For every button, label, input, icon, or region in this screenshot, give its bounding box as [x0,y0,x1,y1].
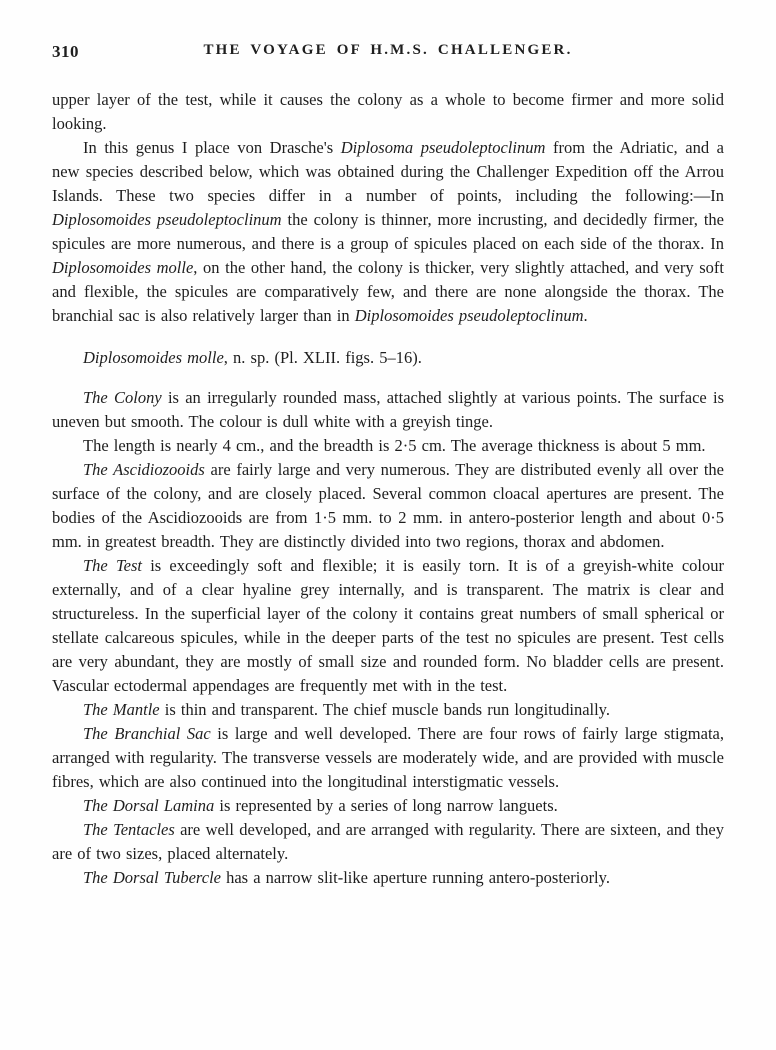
text-run: are well developed, and are arranged with regularity. There are sixteen, and they are of two sizes, placed alternately. [52,820,724,863]
text-run: . [583,306,588,325]
italic-text-run: The Ascidiozooids [83,460,205,479]
italic-text-run: The Dorsal Lamina [83,796,215,815]
text-run: is large and well developed. There are four rows of fairly large stigmata, arranged with regularity. The transverse vessels are moderately wide, and are provided with muscle fibres, which are also continued into the longitudinal interstigmatic vessels. [52,724,724,791]
italic-text-run: The Colony [83,388,162,407]
paragraph [52,386,724,434]
italic-text-run: Diplosomoides molle [52,258,194,277]
text-run: The length is nearly 4 cm., and the breadth is 2·5 cm. The average thickness is about 5 mm. [83,436,706,455]
italic-text-run: Diplosomoides pseudoleptoclinum [52,210,282,229]
italic-text-run: Diplosomoides pseudoleptoclinum [354,306,584,325]
page-body [52,88,724,890]
text-run: upper layer of the test, while it causes the colony as a whole to become firmer and more solid looking. [52,90,724,133]
text-run: is an irregularly rounded mass, attached slightly at various points. The surface is uneven but smooth. The colour is dull white with a greyish tinge. [52,388,724,431]
text-run: has a narrow slit-like aperture running antero-posteriorly. [220,868,610,887]
text-run: , on the other hand, the colony is thicker, very slightly attached, and very soft and flexible, the spicules are comparatively few, and there are none alongside the thorax. The branchial sac is also relatively larger than in [52,258,724,325]
text-run: is thin and transparent. The chief muscle bands run longitudinally. [159,700,610,719]
species-heading [52,346,724,370]
paragraph [52,434,724,458]
text-run: are fairly large and very numerous. They are distributed evenly all over the surface of the colony, and are closely placed. Several common cloacal apertures are present. The bodies of the Ascidiozooids are from 1·5 mm. to 2 mm. in antero-posterior length and about 0·5 mm. in greatest breadth. They are distinctly divided into two regions, thorax and abdomen. [52,460,724,551]
text-run: In this genus I place von Drasche's [83,138,341,157]
italic-text-run: The Branchial Sac [83,724,211,743]
running-title: THE VOYAGE OF H.M.S. CHALLENGER. [203,42,573,58]
paragraph [52,794,724,818]
page-number: 310 [52,42,79,61]
text-run: the colony is thinner, more incrusting, and decidedly firmer, the spicules are more numerous, and there is a group of spicules placed on each side of the thorax. In [52,210,724,253]
italic-text-run: The Dorsal Tubercle [83,868,221,887]
text-run: is exceedingly soft and flexible; it is easily torn. It is of a greyish-white colour externally, and of a clear hyaline grey internally, and is transparent. The matrix is clear and structureless. In the superficial layer of the colony it contains great numbers of small spherical or stellate calcareous spicules, while in the deeper parts of the test no spicules are present. Test cells are very abundant, they are mostly of small size and rounded form. No bladder cells are present. Vascular ectodermal appendages are frequently met with in the test. [52,556,724,695]
italic-text-run: Diplosoma pseudoleptoclinum [340,138,546,157]
italic-text-run: The Tentacles [83,820,175,839]
italic-text-run: The Mantle [83,700,160,719]
paragraph [52,88,724,136]
paragraph [52,722,724,794]
paragraph [52,458,724,554]
italic-text-run: Diplosomoides molle [83,348,224,367]
paragraph [52,698,724,722]
text-run: is represented by a series of long narrow languets. [214,796,558,815]
text-run: from the Adriatic, and a new species described below, which was obtained during the Challenger Expedition off the Arrou Islands. These two species differ in a number of points, including the following:—In [52,138,725,205]
page-header [52,42,724,64]
paragraph [52,866,724,890]
paragraph [52,136,724,328]
paragraph [52,818,724,866]
paragraph [52,554,724,698]
text-run: , n. sp. (Pl. XLII. figs. 5–16). [223,348,422,367]
italic-text-run: The Test [83,556,142,575]
